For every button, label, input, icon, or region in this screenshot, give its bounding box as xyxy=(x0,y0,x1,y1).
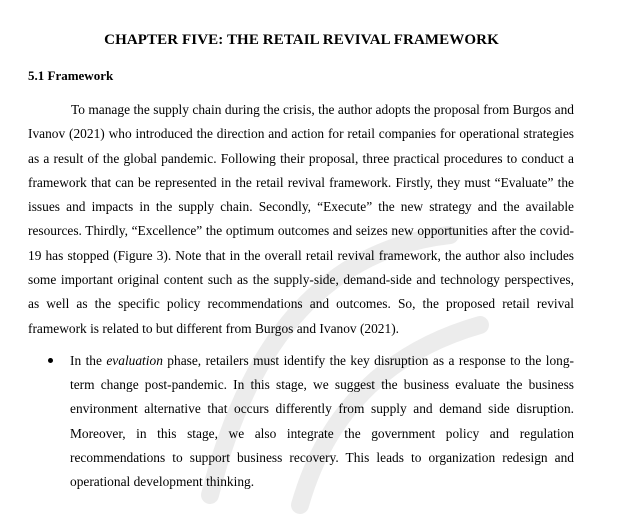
bullet-icon xyxy=(48,358,53,363)
bullet-emphasis: evaluation xyxy=(106,353,163,368)
section-heading: 5.1 Framework xyxy=(28,68,114,83)
bullet-text xyxy=(70,349,574,494)
body-paragraph: To manage the supply chain during the crisis, the author adopts the proposal from Burgos and Ivanov (2021) who introduced the direction and action for retail companies for operational strategies as a result of the global pandemic. Following their proposal, three practical procedures to conduct a framework that can be represented in the retail revival framework. Firstly, they must “Evaluate” the issues and impacts in the supply chain. Secondly, “Execute” the new strategy and the available resources. Thirdly, “Excellence” the optimum outcomes and seizes new opportunities after the covid-19 has stopped (Figure 3). Note that in the overall retail revival framework, the author also includes some important original content such as the supply-side, demand-side and technology perspectives, as well as the specific policy recommendations and outcomes. So, the proposed retail revival framework is related to but different from Burgos and Ivanov (2021). xyxy=(28,102,574,336)
chapter-title: CHAPTER FIVE: THE RETAIL REVIVAL FRAMEWORK xyxy=(104,32,499,48)
bullet-rest: phase, retailers must identify the key disruption as a response to the long-term change post-pandemic. In this stage, we suggest the business evaluate the business environment alternative that occurs differently from supply and demand side disruption. Moreover, in this stage, we also integrate the government policy and regulation recommendations to support business recovery. This leads to organization redesign and operational development thinking. xyxy=(70,353,574,490)
bullet-prefix: In the xyxy=(70,353,107,368)
